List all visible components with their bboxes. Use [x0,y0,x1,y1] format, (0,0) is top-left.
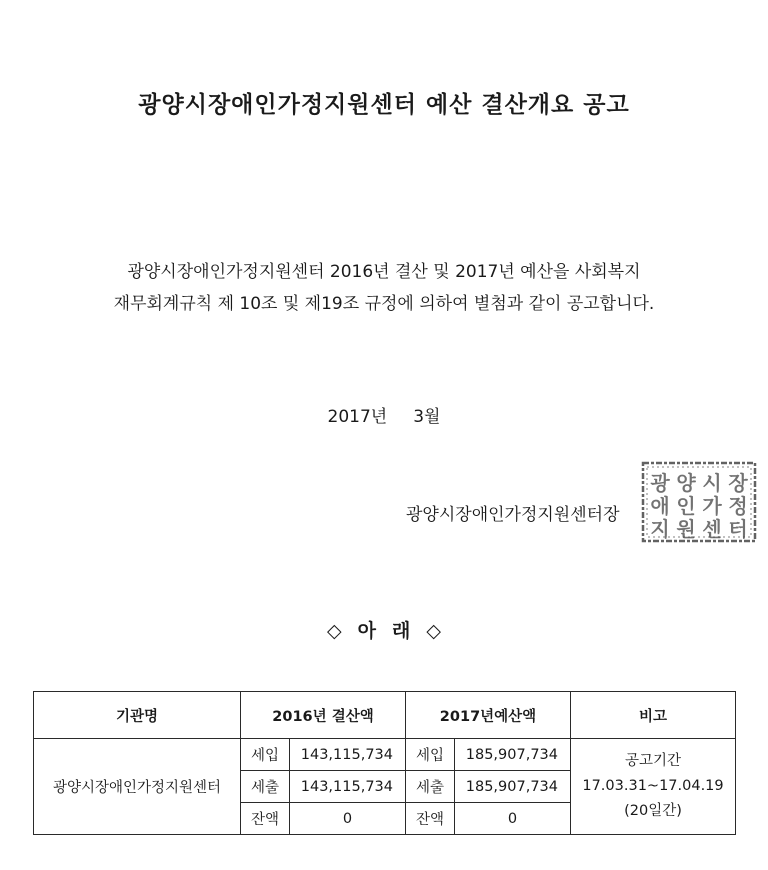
header-settle-2016: 2016년 결산액 [241,692,406,739]
date-year: 2017년 [327,407,388,427]
amount-2016: 143,115,734 [290,739,406,771]
body-line-2: 재무회계규칙 제 10조 및 제19조 규정에 의하여 별첨과 같이 공고합니다. [113,294,655,314]
note-line-2: 17.03.31~17.04.19 [582,778,724,794]
seal-char: 양 [676,471,696,495]
amount-2017: 185,907,734 [455,739,571,771]
seal-char: 터 [728,517,748,541]
amount-2017: 0 [455,803,571,835]
header-budget-2017: 2017년예산액 [406,692,571,739]
row-label-2016: 잔액 [241,803,290,835]
official-seal-stamp [640,460,758,544]
amount-2016: 143,115,734 [290,771,406,803]
heading-word: 래 [392,620,411,642]
announcement-date [0,402,768,427]
seal-char: 가 [702,494,722,518]
row-label-2017: 잔액 [406,803,455,835]
seal-char: 광 [650,471,670,495]
seal-char: 센 [702,517,722,541]
announcement-body [0,256,768,320]
row-label-2016: 세출 [241,771,290,803]
row-label-2017: 세입 [406,739,455,771]
body-line-1: 광양시장애인가정지원센터 2016년 결산 및 2017년 예산을 사회복지 [127,262,641,282]
seal-char: 지 [650,517,670,541]
seal-char: 정 [728,494,748,518]
diamond-icon: ◇ [426,620,441,642]
note-line-3: (20일간) [624,803,682,819]
seal-char: 애 [650,494,670,518]
row-label-2016: 세입 [241,739,290,771]
note-line-1: 공고기간 [624,753,682,769]
budget-summary-table [33,691,736,835]
amount-2016: 0 [290,803,406,835]
table-row [34,739,736,771]
seal-char: 장 [728,471,748,495]
issuer-name: 광양시장애인가정지원센터장 [406,505,620,525]
seal-char: 인 [676,494,696,518]
heading-word: 아 [357,620,376,642]
date-month: 3월 [413,407,441,427]
header-note: 비고 [571,692,736,739]
document-title: 광양시장애인가정지원센터 예산 결산개요 공고 [138,92,630,118]
table-header-row [34,692,736,739]
note-cell [571,739,736,835]
seal-char: 원 [676,517,696,541]
notice-heading [0,616,768,643]
row-label-2017: 세출 [406,771,455,803]
diamond-icon: ◇ [327,620,342,642]
org-name-cell: 광양시장애인가정지원센터 [34,739,241,835]
amount-2017: 185,907,734 [455,771,571,803]
header-org: 기관명 [34,692,241,739]
seal-char: 시 [702,471,722,495]
